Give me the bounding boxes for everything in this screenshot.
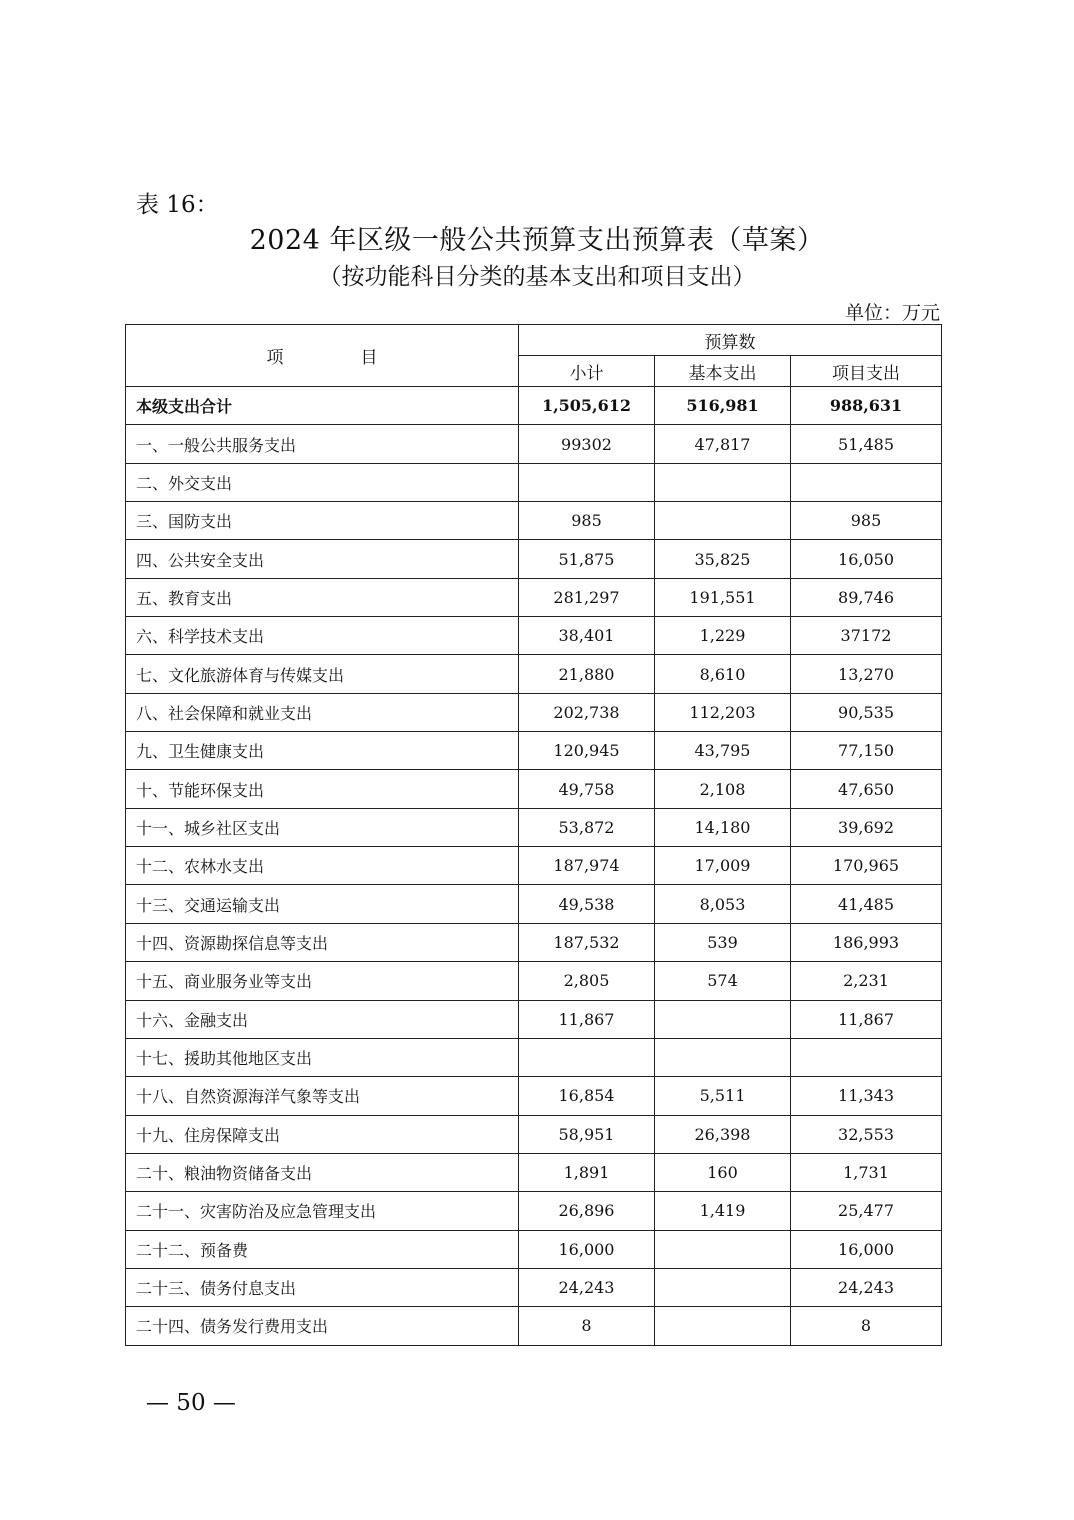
row-project: 89,746 bbox=[791, 578, 942, 616]
budget-table bbox=[125, 324, 942, 1346]
row-basic: 5,511 bbox=[655, 1077, 791, 1115]
table-row bbox=[126, 1192, 942, 1230]
table-row bbox=[126, 847, 942, 885]
row-subtotal: 49,758 bbox=[519, 770, 655, 808]
row-subtotal: 11,867 bbox=[519, 1000, 655, 1038]
row-subtotal bbox=[519, 1038, 655, 1076]
row-basic: 191,551 bbox=[655, 578, 791, 616]
row-project: 41,485 bbox=[791, 885, 942, 923]
unit-label: 单位：万元 bbox=[844, 302, 940, 324]
header-project: 项目支出 bbox=[791, 356, 942, 387]
row-subtotal: 985 bbox=[519, 502, 655, 540]
row-name: 七、文化旅游体育与传媒支出 bbox=[126, 655, 519, 693]
table-row bbox=[126, 732, 942, 770]
row-subtotal: 26,896 bbox=[519, 1192, 655, 1230]
row-name: 十七、援助其他地区支出 bbox=[126, 1038, 519, 1076]
row-name: 二十、粮油物资储备支出 bbox=[126, 1153, 519, 1191]
row-name: 十八、自然资源海洋气象等支出 bbox=[126, 1077, 519, 1115]
row-subtotal: 8 bbox=[519, 1307, 655, 1345]
table-label: 表 16： bbox=[136, 192, 219, 218]
row-project: 11,867 bbox=[791, 1000, 942, 1038]
row-name: 十五、商业服务业等支出 bbox=[126, 962, 519, 1000]
row-subtotal: 187,974 bbox=[519, 847, 655, 885]
header-budget-group: 预算数 bbox=[519, 325, 942, 356]
row-name: 九、卫生健康支出 bbox=[126, 732, 519, 770]
row-subtotal: 187,532 bbox=[519, 923, 655, 961]
row-basic bbox=[655, 1000, 791, 1038]
table-row bbox=[126, 808, 942, 846]
table-row bbox=[126, 770, 942, 808]
table-row bbox=[126, 1000, 942, 1038]
row-project: 16,050 bbox=[791, 540, 942, 578]
row-name: 十三、交通运输支出 bbox=[126, 885, 519, 923]
row-name: 十九、住房保障支出 bbox=[126, 1115, 519, 1153]
row-subtotal: 1,891 bbox=[519, 1153, 655, 1191]
row-name: 三、国防支出 bbox=[126, 502, 519, 540]
row-name: 二、外交支出 bbox=[126, 463, 519, 501]
row-basic: 8,610 bbox=[655, 655, 791, 693]
table-row bbox=[126, 1307, 942, 1345]
row-project: 32,553 bbox=[791, 1115, 942, 1153]
row-project: 13,270 bbox=[791, 655, 942, 693]
row-basic: 1,229 bbox=[655, 617, 791, 655]
row-basic: 2,108 bbox=[655, 770, 791, 808]
row-subtotal: 99302 bbox=[519, 425, 655, 463]
row-basic: 43,795 bbox=[655, 732, 791, 770]
row-project: 16,000 bbox=[791, 1230, 942, 1268]
header-item: 项 目 bbox=[126, 325, 519, 387]
row-project: 186,993 bbox=[791, 923, 942, 961]
row-name: 八、社会保障和就业支出 bbox=[126, 693, 519, 731]
table-row bbox=[126, 1038, 942, 1076]
row-project: 90,535 bbox=[791, 693, 942, 731]
row-basic: 35,825 bbox=[655, 540, 791, 578]
row-project bbox=[791, 1038, 942, 1076]
page-title: 2024 年区级一般公共预算支出预算表（草案） bbox=[249, 225, 825, 256]
table-row bbox=[126, 693, 942, 731]
row-subtotal: 51,875 bbox=[519, 540, 655, 578]
table-row bbox=[126, 425, 942, 463]
row-name: 二十二、预备费 bbox=[126, 1230, 519, 1268]
header-basic: 基本支出 bbox=[655, 356, 791, 387]
row-basic bbox=[655, 1307, 791, 1345]
row-subtotal: 53,872 bbox=[519, 808, 655, 846]
row-project: 170,965 bbox=[791, 847, 942, 885]
row-basic: 8,053 bbox=[655, 885, 791, 923]
row-project: 985 bbox=[791, 502, 942, 540]
row-basic bbox=[655, 1268, 791, 1306]
row-project: 77,150 bbox=[791, 732, 942, 770]
row-name: 二十一、灾害防治及应急管理支出 bbox=[126, 1192, 519, 1230]
row-name: 二十三、债务付息支出 bbox=[126, 1268, 519, 1306]
row-project: 47,650 bbox=[791, 770, 942, 808]
row-project: 988,631 bbox=[791, 387, 942, 425]
row-project: 2,231 bbox=[791, 962, 942, 1000]
row-basic: 17,009 bbox=[655, 847, 791, 885]
row-project: 8 bbox=[791, 1307, 942, 1345]
row-subtotal: 24,243 bbox=[519, 1268, 655, 1306]
row-project: 1,731 bbox=[791, 1153, 942, 1191]
row-name: 五、教育支出 bbox=[126, 578, 519, 616]
row-name: 四、公共安全支出 bbox=[126, 540, 519, 578]
row-basic: 516,981 bbox=[655, 387, 791, 425]
row-subtotal: 2,805 bbox=[519, 962, 655, 1000]
row-basic: 574 bbox=[655, 962, 791, 1000]
table-row bbox=[126, 655, 942, 693]
table-row bbox=[126, 1115, 942, 1153]
row-name: 二十四、债务发行费用支出 bbox=[126, 1307, 519, 1345]
row-name: 十一、城乡社区支出 bbox=[126, 808, 519, 846]
row-name: 本级支出合计 bbox=[126, 387, 519, 425]
row-subtotal: 21,880 bbox=[519, 655, 655, 693]
table-row bbox=[126, 1268, 942, 1306]
row-project: 24,243 bbox=[791, 1268, 942, 1306]
row-project: 51,485 bbox=[791, 425, 942, 463]
row-subtotal: 38,401 bbox=[519, 617, 655, 655]
row-subtotal bbox=[519, 463, 655, 501]
table-row bbox=[126, 962, 942, 1000]
row-name: 一、一般公共服务支出 bbox=[126, 425, 519, 463]
total-row bbox=[126, 387, 942, 425]
row-basic: 539 bbox=[655, 923, 791, 961]
row-name: 六、科学技术支出 bbox=[126, 617, 519, 655]
table-row bbox=[126, 1230, 942, 1268]
row-name: 十、节能环保支出 bbox=[126, 770, 519, 808]
row-subtotal: 49,538 bbox=[519, 885, 655, 923]
table-row bbox=[126, 463, 942, 501]
row-project bbox=[791, 463, 942, 501]
row-subtotal: 202,738 bbox=[519, 693, 655, 731]
row-project: 39,692 bbox=[791, 808, 942, 846]
row-subtotal: 1,505,612 bbox=[519, 387, 655, 425]
row-basic: 26,398 bbox=[655, 1115, 791, 1153]
row-basic bbox=[655, 1230, 791, 1268]
row-name: 十六、金融支出 bbox=[126, 1000, 519, 1038]
row-subtotal: 281,297 bbox=[519, 578, 655, 616]
row-basic: 160 bbox=[655, 1153, 791, 1191]
row-subtotal: 120,945 bbox=[519, 732, 655, 770]
header-subtotal: 小计 bbox=[519, 356, 655, 387]
row-basic: 14,180 bbox=[655, 808, 791, 846]
table-row bbox=[126, 1077, 942, 1115]
row-subtotal: 58,951 bbox=[519, 1115, 655, 1153]
page-subtitle: （按功能科目分类的基本支出和项目支出） bbox=[318, 264, 756, 290]
row-basic: 1,419 bbox=[655, 1192, 791, 1230]
row-project: 37172 bbox=[791, 617, 942, 655]
row-name: 十二、农林水支出 bbox=[126, 847, 519, 885]
table-row bbox=[126, 617, 942, 655]
page-number: — 50 — bbox=[146, 1390, 236, 1416]
row-basic bbox=[655, 1038, 791, 1076]
table-row bbox=[126, 1153, 942, 1191]
row-basic bbox=[655, 502, 791, 540]
row-project: 11,343 bbox=[791, 1077, 942, 1115]
row-subtotal: 16,000 bbox=[519, 1230, 655, 1268]
table-row bbox=[126, 578, 942, 616]
table-row bbox=[126, 502, 942, 540]
row-basic: 112,203 bbox=[655, 693, 791, 731]
row-subtotal: 16,854 bbox=[519, 1077, 655, 1115]
row-project: 25,477 bbox=[791, 1192, 942, 1230]
table-row bbox=[126, 540, 942, 578]
row-basic bbox=[655, 463, 791, 501]
table-row bbox=[126, 885, 942, 923]
table-row bbox=[126, 923, 942, 961]
row-basic: 47,817 bbox=[655, 425, 791, 463]
row-name: 十四、资源勘探信息等支出 bbox=[126, 923, 519, 961]
